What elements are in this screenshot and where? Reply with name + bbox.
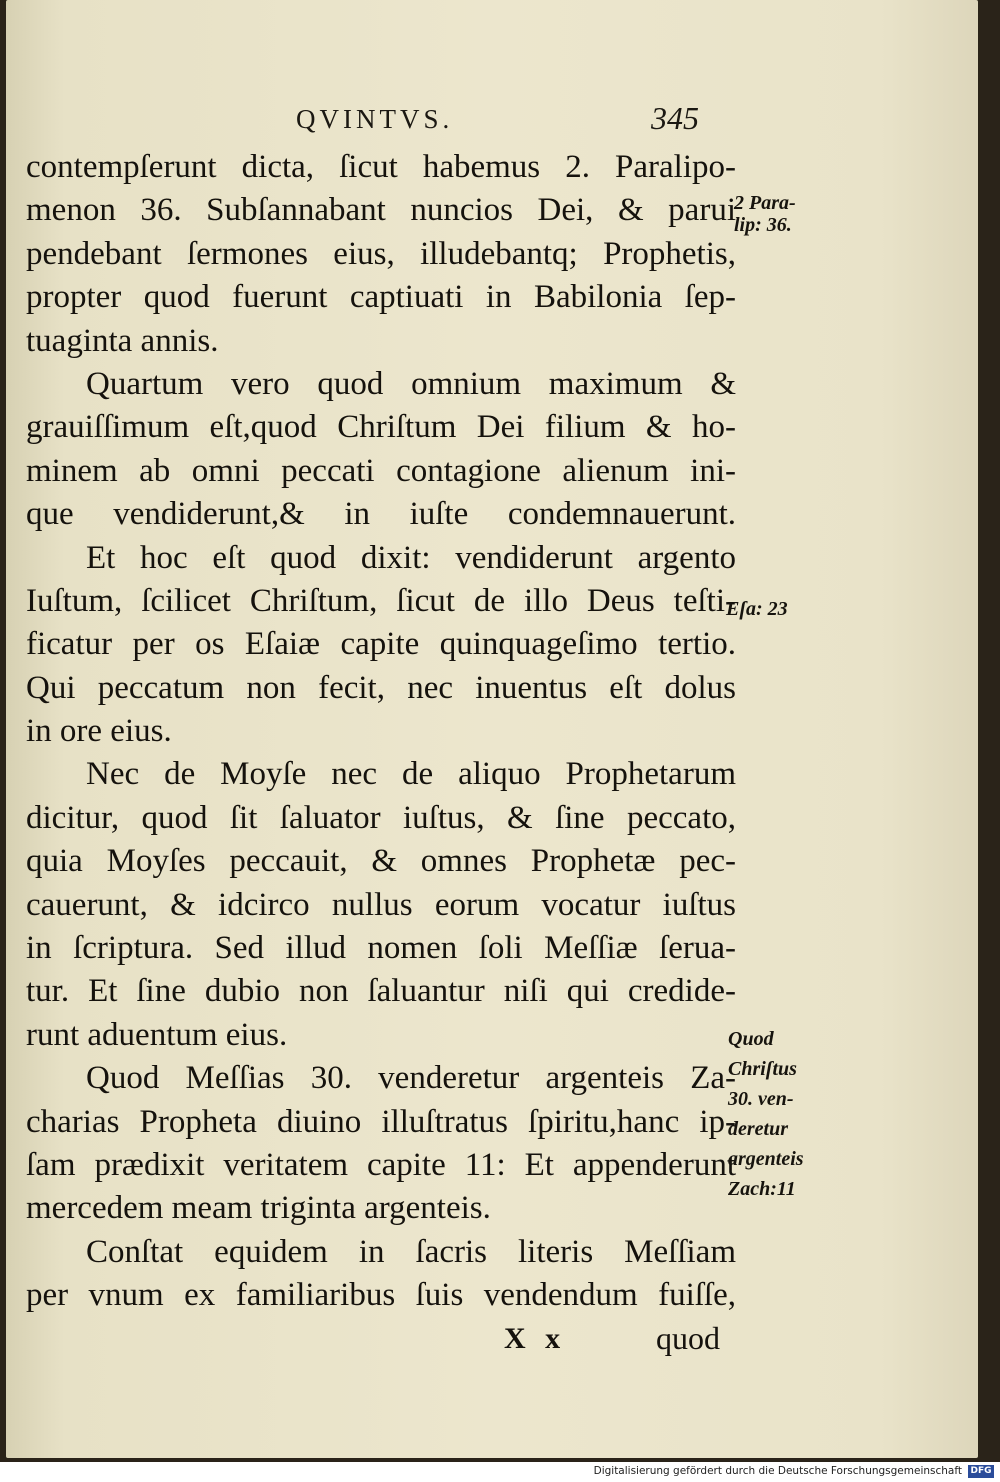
text-line: pendebant ſermones eius, illudebantq; Prophetis, xyxy=(26,235,736,272)
margin-note-line: argenteis xyxy=(728,1148,804,1170)
text-line: in ſcriptura. Sed illud nomen ſoli Meſſiæ ſerua- xyxy=(26,930,736,967)
text-line: Quod Meſſias 30. venderetur argenteis Za- xyxy=(86,1060,736,1097)
margin-note-line: 2 Para- xyxy=(734,192,796,214)
text-line: ficatur per os Eſaiæ capite quinquageſimo tertio. xyxy=(26,626,736,663)
book-page xyxy=(6,0,978,1458)
margin-note-esaias xyxy=(726,598,788,620)
funding-credit: Digitalisierung gefördert durch die Deutsche Forschungsgemeinschaft xyxy=(593,1465,962,1477)
margin-note-line: Chriſtus xyxy=(728,1058,797,1080)
footer-bar xyxy=(0,1462,1000,1482)
text-line: quia Moyſes peccauit, & omnes Prophetæ pec- xyxy=(26,843,736,880)
margin-note-zacharias xyxy=(728,1024,804,1204)
margin-note-line: Quod xyxy=(728,1028,774,1050)
catchword: quod xyxy=(656,1320,720,1356)
text-line: cauerunt, & idcirco nullus eorum vocatur iuſtus xyxy=(26,886,736,923)
text-line: ſam prædixit veritatem capite 11: Et appenderunt xyxy=(26,1146,736,1183)
margin-note-line: Zach:11 xyxy=(728,1178,796,1200)
signature-mark: X x xyxy=(504,1322,567,1355)
text-line: Quartum vero quod omnium maximum & xyxy=(86,365,736,402)
dfg-logo: DFG xyxy=(968,1465,994,1478)
text-line: grauiſſimum eſt,quod Chriſtum Dei filium & ho- xyxy=(26,409,736,446)
margin-note-line: Eſa: 23 xyxy=(726,598,788,620)
running-head: QVINTVS. xyxy=(296,104,454,134)
text-line: charias Propheta diuino illuſtratus ſpiritu,hanc ip- xyxy=(26,1103,736,1140)
text-line: tuaginta annis. xyxy=(26,322,219,359)
catchline xyxy=(6,1320,978,1360)
text-line: mercedem meam triginta argenteis. xyxy=(26,1190,491,1227)
text-line: Conſtat equidem in ſacris literis Meſſiam xyxy=(86,1233,736,1270)
margin-note-line: lip: 36. xyxy=(734,214,792,236)
text-line: tur. Et ſine dubio non ſaluantur niſi qui credide- xyxy=(26,973,736,1010)
margin-note-paralipomenon xyxy=(734,192,796,236)
page-header xyxy=(6,100,978,140)
text-line: runt aduentum eius. xyxy=(26,1016,288,1053)
text-line: Et hoc eſt quod dixit: vendiderunt argento xyxy=(86,539,736,576)
text-line: Iuſtum, ſcilicet Chriſtum, ſicut de illo Deus teſti- xyxy=(26,582,736,619)
margin-note-line: deretur xyxy=(728,1118,788,1140)
text-line: per vnum ex familiaribus ſuis vendendum fuiſſe, xyxy=(26,1277,736,1314)
text-line: in ore eius. xyxy=(26,713,172,750)
text-line: que vendiderunt,& in iuſte condemnauerunt. xyxy=(26,496,736,533)
text-line: dicitur, quod ſit ſaluator iuſtus, & ſine peccato, xyxy=(26,799,736,836)
text-line: contempſerunt dicta, ſicut habemus 2. Paralipo- xyxy=(26,149,736,185)
text-line: propter quod fuerunt captiuati in Babilonia ſep- xyxy=(26,279,736,316)
margin-note-line: 30. ven- xyxy=(728,1088,794,1110)
body-text xyxy=(26,146,736,1318)
text-line: Qui peccatum non fecit, nec inuentus eſt dolus xyxy=(26,669,736,706)
text-line: Nec de Moyſe nec de aliquo Prophetarum xyxy=(86,756,736,793)
text-line: menon 36. Subſannabant nuncios Dei, & parui xyxy=(26,192,736,229)
page-number: 345 xyxy=(651,100,699,136)
text-line: minem ab omni peccati contagione alienum ini- xyxy=(26,452,736,489)
